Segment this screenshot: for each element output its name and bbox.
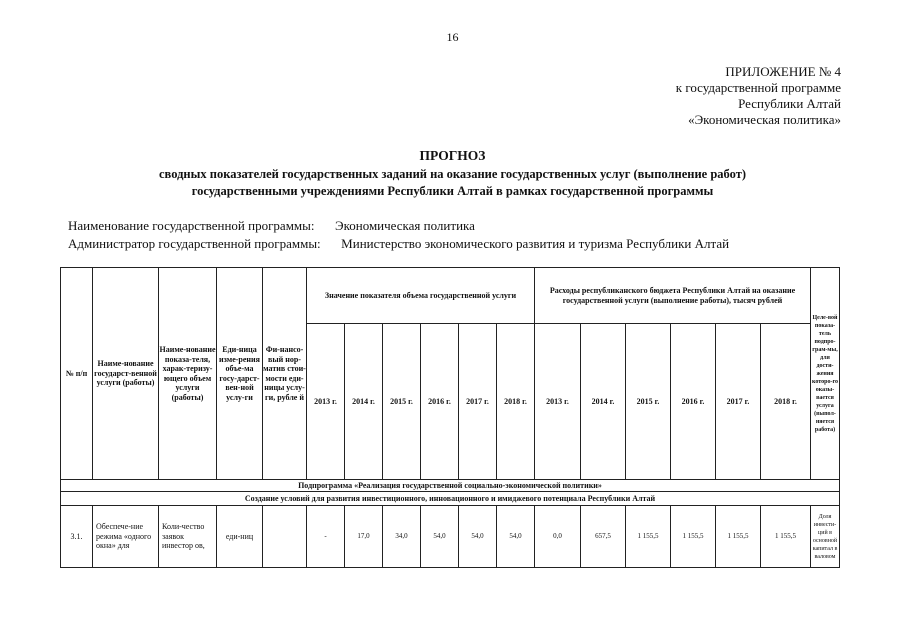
header-service-name: Наиме-нование государст-венной услуги (работы)	[93, 268, 159, 480]
year-volume-2015: 2015 г.	[383, 324, 421, 480]
year-expense-2015: 2015 г.	[626, 324, 671, 480]
header-indicator-name: Наиме-нование показа-теля, харак-теризу-ющего объем услуги (работы)	[159, 268, 217, 480]
row-target: Доля инвести-ций в основной капитал в валовом	[811, 506, 840, 568]
row-volume-2016: 54,0	[421, 506, 459, 568]
header-num: № п/п	[61, 268, 93, 480]
year-expense-2017: 2017 г.	[716, 324, 761, 480]
program-name-row	[68, 218, 475, 234]
row-expense-2013: 0,0	[535, 506, 581, 568]
appendix-line-2: к государственной программе	[675, 80, 841, 95]
program-name-value: Экономическая политика	[335, 218, 475, 233]
year-volume-2014: 2014 г.	[345, 324, 383, 480]
row-volume-2013: -	[307, 506, 345, 568]
appendix-line-4: «Экономическая политика»	[688, 112, 841, 127]
program-admin-value: Министерство экономического развития и туризма Республики Алтай	[341, 236, 730, 251]
header-expense-group: Расходы республиканского бюджета Республики Алтай на оказание государственной услуги (выполнение работы), тысяч рублей	[535, 268, 811, 324]
page-number: 16	[446, 30, 459, 44]
row-expense-2015: 1 155,5	[626, 506, 671, 568]
forecast-table	[60, 267, 840, 568]
appendix-line-1: ПРИЛОЖЕНИЕ № 4	[725, 64, 841, 79]
title-line-2: сводных показателей государственных заданий на оказание государственных услуг (выполнение работ)	[159, 167, 746, 181]
header-unit: Еди-ница изме-рения объе-ма госу-дарст-вен-ной услу-ги	[217, 268, 263, 480]
year-volume-2013: 2013 г.	[307, 324, 345, 480]
row-expense-2014: 657,5	[581, 506, 626, 568]
row-volume-2015: 34,0	[383, 506, 421, 568]
year-expense-2014: 2014 г.	[581, 324, 626, 480]
appendix-line-3: Республики Алтай	[738, 96, 841, 111]
subprogram-row: Подпрограмма «Реализация государственной социально-экономической политики»	[61, 480, 840, 492]
row-volume-2018: 54,0	[497, 506, 535, 568]
year-volume-2016: 2016 г.	[421, 324, 459, 480]
row-volume-2014: 17,0	[345, 506, 383, 568]
year-expense-2016: 2016 г.	[671, 324, 716, 480]
year-volume-2018: 2018 г.	[497, 324, 535, 480]
header-target: Целе-вой показа-тель подпро-грам-мы, для дости-жения которо-го оказы-вается услуга (выпол-няется работа)	[811, 268, 840, 480]
row-norm	[263, 506, 307, 568]
row-num: 3.1.	[61, 506, 93, 568]
year-expense-2018: 2018 г.	[761, 324, 811, 480]
program-admin-label: Администратор государственной программы:	[68, 236, 321, 251]
row-expense-2017: 1 155,5	[716, 506, 761, 568]
row-indicator: Коли-чество заявок инвестор ов,	[159, 506, 217, 568]
row-volume-2017: 54,0	[459, 506, 497, 568]
program-name-label: Наименование государственной программы:	[68, 218, 315, 233]
document-title: ПРОГНОЗ	[419, 148, 486, 163]
row-expense-2018: 1 155,5	[761, 506, 811, 568]
row-service: Обеспече-ние режима «одного окна» для	[93, 506, 159, 568]
header-norm: Фи-нансо-вый нор-матив стои-мости еди-ницы услу-ги, рубле й	[263, 268, 307, 480]
title-line-3: государственными учреждениями Республики Алтай в рамках государственной программы	[191, 184, 714, 198]
row-unit: еди-ниц	[217, 506, 263, 568]
program-admin-row	[68, 236, 729, 252]
header-volume-group: Значение показателя объема государственной услуги	[307, 268, 535, 324]
section-row: Создание условий для развития инвестиционного, инновационного и имиджевого потенциала Республики Алтай	[61, 492, 840, 506]
row-expense-2016: 1 155,5	[671, 506, 716, 568]
year-expense-2013: 2013 г.	[535, 324, 581, 480]
year-volume-2017: 2017 г.	[459, 324, 497, 480]
